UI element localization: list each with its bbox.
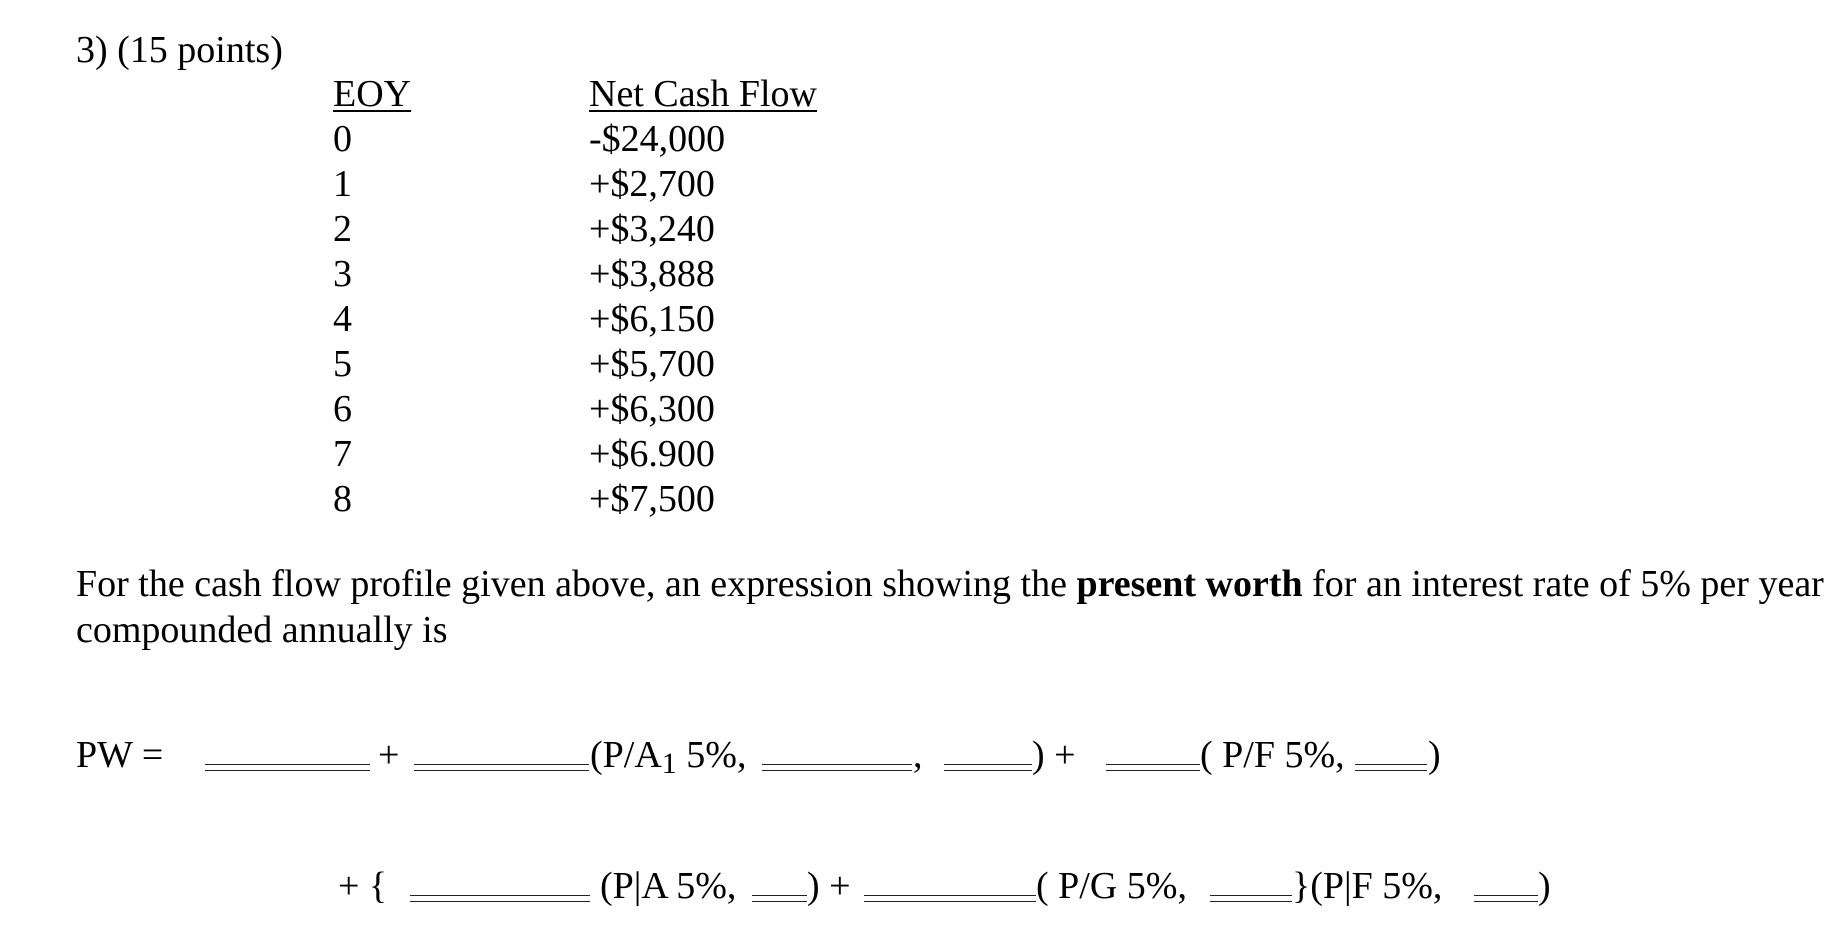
ncf-cell: +$3,888: [589, 253, 715, 295]
answer-blank[interactable]: [762, 764, 912, 771]
pw-label: PW =: [76, 734, 164, 776]
eoy-cell: 0: [333, 118, 352, 160]
ncf-cell: +$6.900: [589, 433, 715, 475]
ncf-cell: +$5,700: [589, 343, 715, 385]
eoy-cell: 2: [333, 208, 352, 250]
question-number: 3): [76, 29, 108, 71]
ncf-cell: +$6,300: [589, 388, 715, 430]
eoy-cell: 1: [333, 163, 352, 205]
answer-blank[interactable]: [1355, 764, 1427, 771]
comma: ,: [913, 734, 923, 776]
eoy-cell: 7: [333, 433, 352, 475]
eoy-cell: 5: [333, 343, 352, 385]
eoy-header: EOY: [333, 73, 412, 115]
question-points: (15 points): [117, 29, 283, 71]
ncf-cell: +$7,500: [589, 478, 715, 520]
question-header: [76, 28, 283, 72]
answer-blank[interactable]: [864, 895, 1036, 902]
problem-statement: [76, 561, 1826, 653]
answer-blank[interactable]: [1210, 895, 1292, 902]
eoy-cell: 4: [333, 298, 352, 340]
ncf-cell: +$6,150: [589, 298, 715, 340]
pa-factor-open: (P/A: [590, 734, 662, 776]
pa-subscript: 1: [661, 747, 677, 780]
plus-open-brace: + {: [338, 865, 388, 907]
net-cash-flow-header: Net Cash Flow: [589, 73, 817, 115]
prompt-text-after: for an interest rate of 5% per year compounded annually is: [76, 563, 1824, 651]
answer-blank[interactable]: [410, 895, 590, 902]
ncf-cell: -$24,000: [589, 118, 726, 160]
answer-blank[interactable]: [944, 764, 1032, 771]
pg-factor: ( P/G 5%,: [1036, 865, 1187, 907]
eoy-cell: 6: [333, 388, 352, 430]
close-paren: ): [1428, 734, 1441, 776]
brace-pf-factor: }(P|F 5%,: [1292, 865, 1443, 907]
pa-factor: [590, 733, 746, 786]
pa-rate: 5%,: [676, 734, 747, 776]
answer-blank[interactable]: [414, 764, 589, 771]
close-plus: ) +: [807, 865, 851, 907]
prompt-bold-term: present worth: [1076, 563, 1303, 605]
close-paren: ): [1538, 865, 1551, 907]
prompt-text-before: For the cash flow profile given above, an expression showing the: [76, 563, 1077, 605]
ncf-cell: +$3,240: [589, 208, 715, 250]
plus-sign: +: [378, 734, 400, 776]
eoy-cell: 8: [333, 478, 352, 520]
answer-blank[interactable]: [1106, 764, 1200, 771]
answer-blank[interactable]: [205, 764, 370, 771]
pa-factor: (P|A 5%,: [600, 865, 737, 907]
answer-blank[interactable]: [752, 895, 807, 902]
close-plus: ) +: [1032, 734, 1076, 776]
ncf-cell: +$2,700: [589, 163, 715, 205]
eoy-cell: 3: [333, 253, 352, 295]
pf-factor: ( P/F 5%,: [1200, 734, 1345, 776]
answer-blank[interactable]: [1474, 895, 1538, 902]
